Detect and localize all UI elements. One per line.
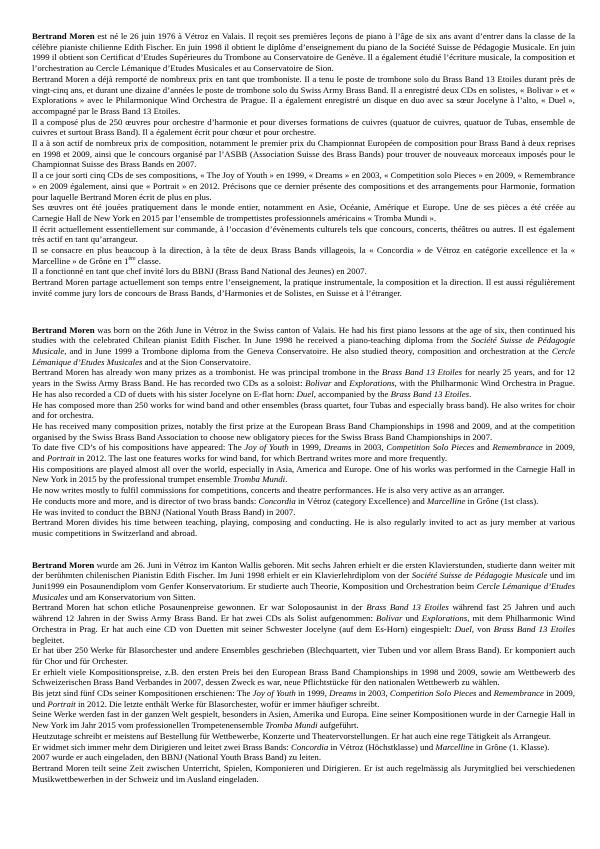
text-run: . (285, 474, 288, 485)
text-run: Tromba Mundi (265, 720, 318, 731)
text-run: Cercle Lémanique d’Etudes Musicales (32, 345, 575, 367)
text-run: . (469, 388, 472, 399)
text-run: He has received many composition prizes, notably the first prize at the European Brass Band Championships in 1998 and 2009, and at the competition organised by the Swiss Brass Band Association to choose new obligatory pieces for the Swiss Brass Band Championships in 2007. (32, 420, 575, 442)
text-run: , von (471, 623, 494, 634)
text-run: in Grône (1. Klasse). (473, 741, 550, 752)
text-run: Il écrit actuellement essentiellement sur commande, à l’occasion d’évènements culturels tels que concours, concerts, théâtres ou autres. Il est également très actif en tant qu’arrangeur. (32, 223, 575, 245)
text-run: Joy of Youth (244, 442, 289, 453)
paragraph (32, 560, 575, 603)
text-run: Remembrance (493, 688, 544, 699)
paragraph (32, 602, 575, 645)
paragraph (32, 367, 575, 399)
text-run: Marcelline (427, 495, 466, 506)
bio-section-german (32, 560, 575, 785)
paragraph (32, 485, 575, 496)
text-run: Bertrand Moren (32, 559, 95, 570)
text-run: in 2009, und (32, 688, 575, 709)
text-run: Il a fonctionné en tant que chef invité lors du BBNJ (Brass Band National des Jeunes) en 2007. (32, 266, 367, 277)
text-run: Joy of Youth (252, 688, 296, 699)
text-run: and (476, 688, 494, 699)
text-run: Bertrand Moren a déjà remporté de nombreux prix en tant que tromboniste. Il a tenu le poste de trombone solo du Brass Band 13 Etoiles durant près de vingt-cinq ans, et durant une dizaine d’années le poste de trombone solo du Swiss Army Brass Band. Il a enregistré deux CDs en solistes, « Bolivar » et « Explorations » avec le Philarmonique Wind Orchestra de Prague. Il a également enregistré un disque en duo avec sa sœur Jocelyne à l’alto, « Duel », accompagné par le Brass Band 13 Etoiles. (32, 73, 575, 116)
text-run: Bertrand Moren has already won many prizes as a trombonist. He was principal trombone in the (32, 367, 382, 378)
text-run: Il a ce jour sorti cinq CDs de ses compositions, « The Joy of Youth » en 1999, « Dreams » en 2003, « Competition solo Pieces » en 2009, « Remembrance » en 2009 également, ainsi que « Portrait » en 2012. Précisons que ce dernier présente des compositions et des arrangements pour Harmonie, formation pour laquelle Bertrand Moren écrit de plus en plus. (32, 170, 575, 202)
text-run: Brass Band 13 Etoiles (366, 602, 449, 613)
paragraph (32, 170, 575, 202)
text-run: Il se consacre en plus beaucoup à la direction, à la tête de deux Brass Bands villageois, la « Concordia » de Vétroz en catégorie excellence et la « Marcelline » de Grône en 1 (32, 245, 575, 266)
paragraph (32, 224, 575, 245)
text-run: for nearly 25 years, and for 12 years in the Swiss Army Brass Band. He has recorded two CDs as a soloist: (32, 367, 575, 389)
text-run: während fast 25 Jahren und auch während 12 Jahren in der Swiss Army Brass Band. Er hat zwei CDs als Solist aufgenommen: (32, 602, 576, 624)
text-run: und im Juni1999 ein Posaunendiplom vom Genfer Konservatorium. Er studierte auch Theorie, Komposition und Orchestration beim (32, 570, 575, 592)
text-run: and (474, 442, 493, 453)
text-run: Duel (296, 388, 314, 399)
paragraph (32, 202, 575, 223)
text-run: Explorations (349, 378, 395, 389)
text-run: wurde am 26. Juni in Vétroz im Kanton Wallis geboren. Mit sechs Jahren erhielt er die ersten Klavierstunden, studierte dann weiter mit der berühmten chilenischen Pianistin Edith Fischer. Im Juni 1998 erhielt er ein Klavierlehrdiplom von der (32, 559, 575, 581)
text-run: He now writes mostly to fulfil commissions for competitions, concerts and theatre performances. He is also very active as an arranger. (32, 485, 505, 496)
text-run: Er hat über 250 Werke für Blasorchester und andere Ensembles geschrieben (Blechquartett, vier Tuben und vor allem Brass Band). Er komponiert auch für Chor und für Orchester. (32, 645, 575, 666)
paragraph (32, 496, 575, 507)
bio-section-english (32, 325, 575, 539)
paragraph (32, 400, 575, 421)
text-run: Remembrance (492, 442, 543, 453)
text-run: , accompanied by the (313, 388, 391, 399)
text-run: begleitet. (32, 634, 65, 645)
text-run: Seine Werke werden fast in der ganzen Welt gespielt, besonders in Asien, Amerika und Europa. Eine seiner Kompositionen wurde in der Carnegie Hall in New York im Jahr 2015 vom professionellen Trompetenensemble (32, 709, 575, 731)
text-run: and (331, 378, 350, 389)
text-run: in 2009, and (32, 442, 576, 464)
text-run: Société Suisse de Pédagogie Musicale (32, 335, 575, 356)
paragraph (32, 507, 575, 518)
paragraph (32, 442, 575, 463)
text-run: Competition Solo Pieces (386, 442, 475, 453)
paragraph (32, 117, 575, 138)
text-run: in 2003, (356, 688, 390, 699)
paragraph (32, 277, 575, 298)
text-run: in 2012. Die letzte enthält Werke für Blasorchester, wofür er immer häufiger schreibt. (75, 698, 380, 709)
text-run: Competition Solo Pieces (389, 688, 477, 699)
text-run: Brass Band 13 Etoiles (493, 623, 576, 634)
text-run: aufgeführt. (317, 720, 359, 731)
text-run: He has composed more than 250 works for wind band and other ensembles (brass quartet, four Tubas and especially brass band). He also writes for choir and for orchestra. (32, 399, 575, 421)
text-run: ère (128, 255, 136, 262)
text-run: Portrait (47, 698, 76, 709)
text-run: , and in June 1999 a Trombone diploma from the Geneva Conservatoire. He also studied theory, composition and orchestration at the (64, 345, 552, 356)
paragraph (32, 421, 575, 442)
text-run: He conducts more and more, and is director of two brass bands: (32, 495, 259, 506)
paragraph (32, 731, 575, 742)
text-run: Bertrand Moren hat schon etliche Posaunenpreise gewonnen. Er war Soloposaunist in der (32, 602, 367, 613)
paragraph (32, 245, 575, 266)
paragraph (32, 752, 575, 763)
text-run: , mit dem Philharmonic Wind Orchestra in Prag. Er hat auch eine CD von Duetten mit seiner Schwester Jocelyne (auf dem Es-Horn) eingespielt: (32, 613, 576, 634)
text-run: classe. (135, 255, 161, 266)
text-run: Société Suisse de Pédagogie Musicale (411, 570, 548, 581)
text-run: Portrait (46, 453, 76, 464)
text-run: Bolivar (305, 378, 332, 389)
text-run: Bis jetzt sind fünf CDs seiner Kompositionen erschienen: The (32, 688, 253, 699)
paragraph (32, 266, 575, 277)
text-run: Bolivar (376, 613, 403, 624)
paragraph (32, 31, 575, 74)
text-run: Bertrand Moren teilt seine Zeit zwischen Unterricht, Spielen, Komponieren und Dirigieren. Er ist auch regelmässig als Jurymitglied bei verschiedenen Musikwettbewerben in der Schweiz und im Ausland eingeladen. (32, 763, 575, 784)
text-run: Er erhielt viele Kompositionspreise, z.B. den ersten Preis bei den European Brass Band Championships in 1998 und 2009, sowie am Wettbewerb des Schweizerischen Brass Band Verbandes in 2007, dessen Zweck es war, neue Pflichtstücke für den nationalen Wettbewerb zu wählen. (32, 666, 575, 688)
paragraph (32, 763, 575, 784)
text-run: in 1999, (295, 688, 330, 699)
text-run: He was invited to conduct the BBNJ (National Youth Brass Band) in 2007. (32, 506, 296, 517)
text-run: Ses œuvres ont été jouées pratiquement dans le monde entier, notamment en Asie, Océanie, Amérique et Europe. Une de ses pièces a été créée au Carnegie Hall de New York en 2015 par l’ensemble de trompettistes professionnels américains « Tromba Mundi ». (32, 202, 575, 223)
text-run: Il a composé plus de 250 œuvres pour orchestre d’harmonie et pour diverses formations de cuivres (quatuor de cuivres, quatuor de Tubas, ensemble de cuivres et surtout Brass Band). Il a également écrit pour chœur et pour orchestre. (32, 116, 575, 138)
paragraph (32, 709, 575, 730)
paragraph (32, 645, 575, 666)
text-run: Dreams (329, 688, 357, 699)
text-run: was born on the 26th June in Vétroz in the Swiss canton of Valais. He had his first piano lessons at the age of six, then continued his studies with the celebrated Chilean pianist Edith Fischer. In June 1998 he received a piano-teaching diploma from the (32, 324, 575, 346)
text-run: Dreams (323, 442, 352, 453)
text-run: Bertrand Moren divides his time between teaching, playing, composing and conducting. He is also regularly invited to act as jury member at various music competitions in Switzerland and abroad. (32, 517, 575, 538)
text-run: , with the Philharmonic Wind Orchestra in Prague. He has also recorded a CD of duets with his sister Jocelyne on E-flat horn: (32, 378, 575, 399)
text-run: Concordia (290, 741, 329, 752)
text-run: Il a à son actif de nombreux prix de composition, notamment le premier prix du Championnat Européen de composition pour Brass Band à deux reprises en 1998 et 2009, ainsi que le concours organisé par l’ASBB (Association Suisse des Brass Bands) pour trouver de nouveaux morceaux imposés pour le Championnat Suisse des Brass Bands en 2007. (32, 138, 575, 170)
text-run: Er widmet sich immer mehr dem Dirigieren und leitet zwei Brass Bands: (32, 741, 291, 752)
paragraph (32, 517, 575, 538)
text-run: in Grône (1st class). (465, 495, 539, 506)
text-run: Brass Band 13 Etoiles (381, 367, 463, 378)
text-run: Tromba Mundi (232, 474, 286, 485)
paragraph (32, 74, 575, 117)
text-run: est né le 26 juin 1976 à Vétroz en Valais. Il reçoit ses premières leçons de piano à l’âge de six ans avant d’entrer dans la classe de la célèbre pianiste chilienne Edith Fischer. En juin 1998 il obtient le diplôme d’enseignement du piano de la Société Suisse de Pédagogie Musicale. En juin 1999 il obtient son Certificat d’Etudes Supérieures du Trombone au Conservatoire de Genève. Il a également étudié l’écriture musicale, la composition et l’orchestration au Cercle Lémanique d’Etudes Musicales et au Conservatoire de Sion. (32, 31, 575, 74)
paragraph (32, 325, 575, 368)
text-run: in Vétroz (Höchstklasse) und (328, 741, 436, 752)
text-run: in 2012. The last one features works for wind band, for which Bertrand writes more and more frequently. (75, 453, 448, 464)
text-run: Cercle Lémanique d’Etudes Musicales (32, 581, 575, 602)
text-run: Duel (454, 623, 472, 634)
text-run: Explorations (421, 613, 468, 624)
text-run: und am Konservatorium von Sitten. (67, 591, 196, 602)
text-run: and at the Sion Conservatoire. (142, 356, 251, 367)
paragraph (32, 138, 575, 170)
text-run: Heutzutage schreibt er meistens auf Bestellung für Wettbewerbe, Konzerte und Theatervorstellungen. Er hat auch eine rege Tätigkeit als Arrangeur. (32, 730, 551, 741)
text-run: His compositions are played almost all over the world, especially in Asia, America and Europe. One of his works was performed in the Carnegie Hall in New York in 2015 by the professional trumpet ensemble (32, 463, 575, 485)
text-run: To date five CD’s of his compositions have appeared: The (32, 442, 245, 453)
paragraph (32, 742, 575, 753)
paragraph (32, 688, 575, 709)
paragraph (32, 464, 575, 485)
text-run: Bertrand Moren (32, 31, 95, 41)
bio-section-french (32, 31, 575, 299)
text-run: und (402, 613, 422, 624)
text-run: 2007 wurde er auch eingeladen, den BBNJ (National Youth Brass Band) zu leiten. (32, 752, 322, 763)
text-run: Bertrand Moren (32, 324, 95, 335)
text-run: in 2003, (351, 442, 387, 453)
text-run: Concordia (258, 495, 296, 506)
text-run: in 1999, (288, 442, 324, 453)
text-run: Marcelline (435, 741, 474, 752)
paragraph (32, 667, 575, 688)
text-run: in Vétroz (category Excellence) and (295, 495, 428, 506)
text-run: Brass Band 13 Etoiles (390, 388, 470, 399)
text-run: Bertrand Moren partage actuellement son temps entre l’enseignement, la pratique instrumentale, la composition et la direction. Il est aussi régulièrement invité comme jury lors de concours de Brass Bands, d’Harmonies et de Solistes, en Suisse et à l’étranger. (32, 277, 575, 298)
